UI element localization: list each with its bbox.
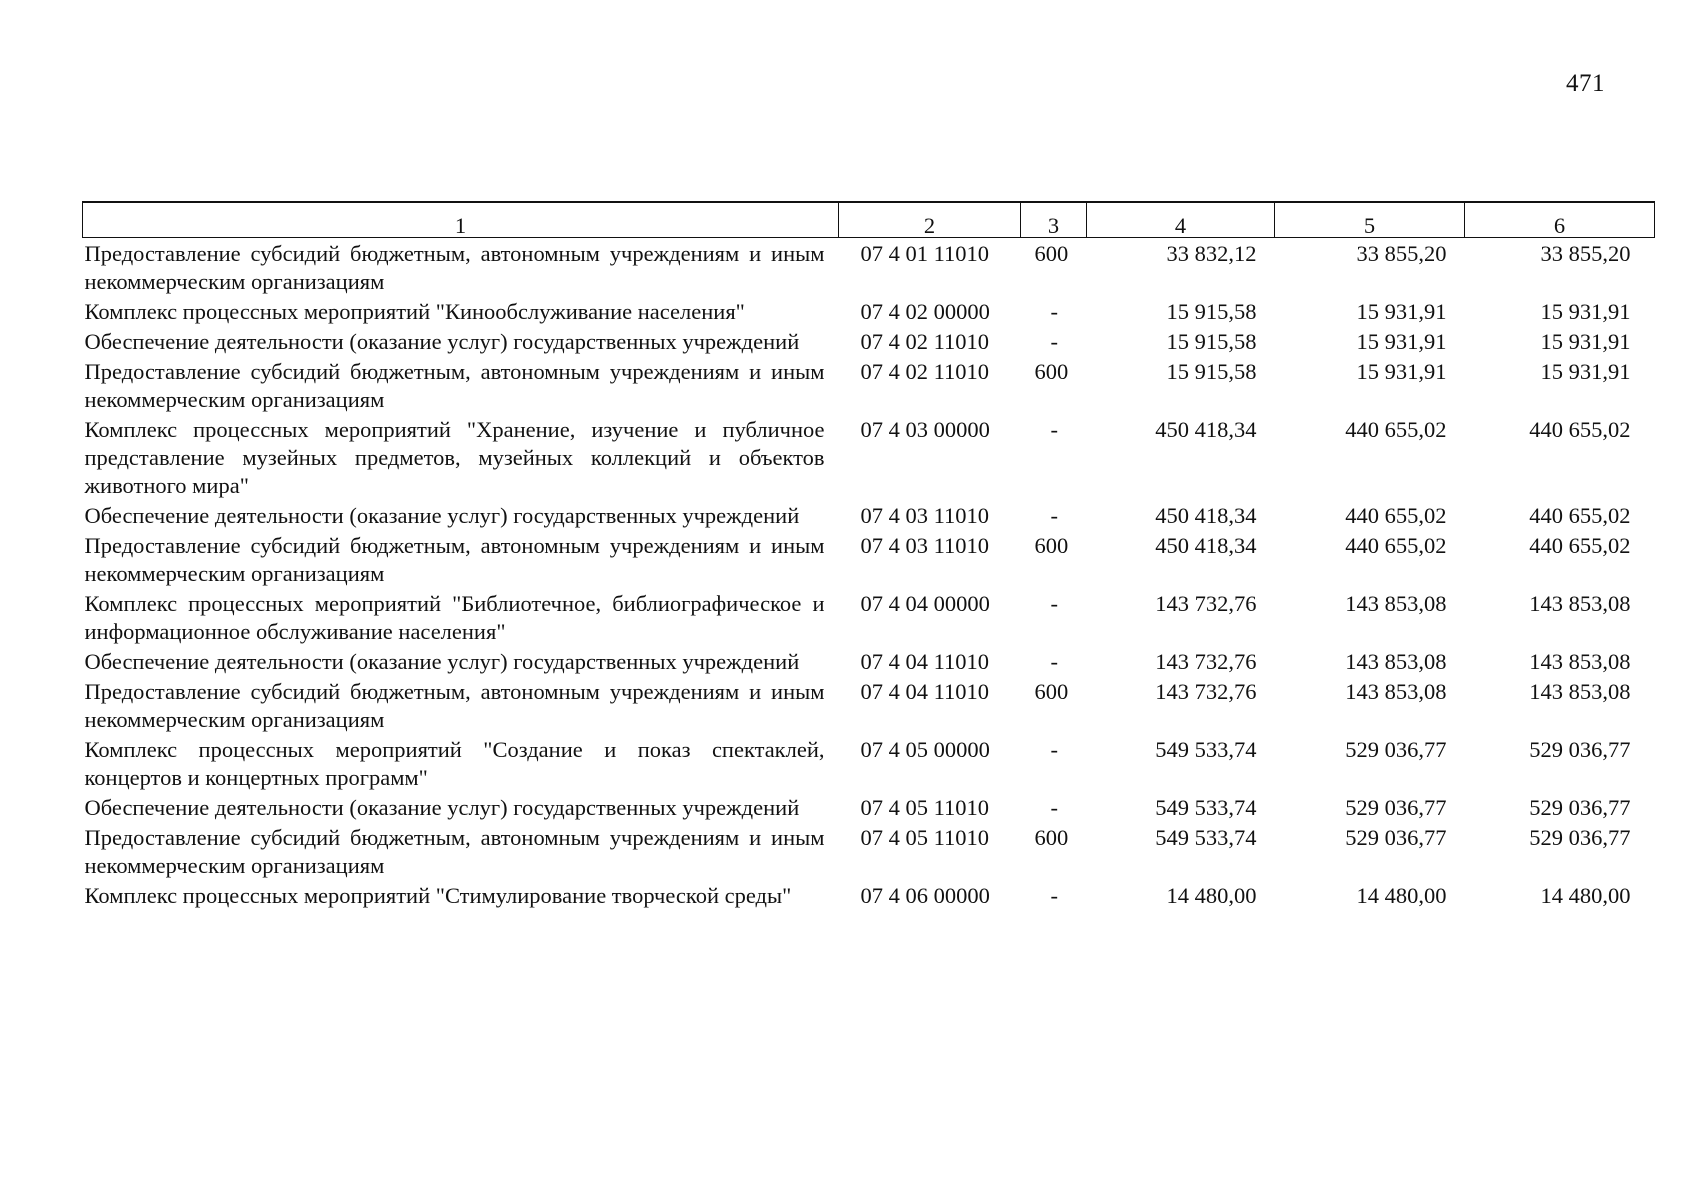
row-code: 07 4 03 00000 <box>860 417 990 442</box>
row-value-4: 549 533,74 <box>1155 795 1257 820</box>
row-code: 07 4 02 11010 <box>860 359 990 384</box>
table-row <box>83 530 1655 588</box>
row-name: Комплекс процессных мероприятий "Стимулирование творческой среды" <box>84 883 792 908</box>
row-value-5: 33 855,20 <box>1356 241 1447 266</box>
row-value-6: 440 655,02 <box>1529 503 1631 528</box>
table-row <box>83 734 1655 792</box>
row-value-5: 143 853,08 <box>1345 591 1447 616</box>
row-name: Предоставление субсидий бюджетным, автономным учреждениям и иным некоммерческим организациям <box>84 241 825 294</box>
row-expense-type: 600 <box>1034 825 1069 850</box>
row-name: Обеспечение деятельности (оказание услуг) государственных учреждений <box>84 503 800 528</box>
page-number: 471 <box>1566 70 1605 97</box>
row-value-4: 143 732,76 <box>1155 591 1257 616</box>
row-expense-type: - <box>1050 503 1058 528</box>
row-code: 07 4 05 00000 <box>860 737 990 762</box>
row-name: Обеспечение деятельности (оказание услуг) государственных учреждений <box>84 649 800 674</box>
row-code: 07 4 03 11010 <box>860 503 990 528</box>
column-header-5: 5 <box>1275 202 1465 238</box>
row-code: 07 4 04 00000 <box>860 591 990 616</box>
table-row <box>83 676 1655 734</box>
row-value-4: 450 418,34 <box>1155 503 1257 528</box>
row-value-4: 450 418,34 <box>1155 533 1257 558</box>
row-value-5: 529 036,77 <box>1345 795 1447 820</box>
row-expense-type: 600 <box>1034 359 1069 384</box>
row-value-4: 549 533,74 <box>1155 825 1257 850</box>
row-value-6: 33 855,20 <box>1540 241 1631 266</box>
row-value-4: 549 533,74 <box>1155 737 1257 762</box>
row-value-4: 15 915,58 <box>1166 329 1257 354</box>
row-code: 07 4 02 11010 <box>860 329 990 354</box>
row-value-5: 14 480,00 <box>1356 883 1447 908</box>
table-row <box>83 880 1655 910</box>
table-row <box>83 792 1655 822</box>
row-value-4: 14 480,00 <box>1166 883 1257 908</box>
table-body <box>83 238 1655 911</box>
row-value-4: 450 418,34 <box>1155 417 1257 442</box>
row-value-6: 529 036,77 <box>1529 737 1631 762</box>
row-code: 07 4 05 11010 <box>860 795 990 820</box>
row-code: 07 4 05 11010 <box>860 825 990 850</box>
row-value-5: 143 853,08 <box>1345 679 1447 704</box>
row-name: Предоставление субсидий бюджетным, автономным учреждениям и иным некоммерческим организациям <box>84 679 825 732</box>
row-value-4: 143 732,76 <box>1155 679 1257 704</box>
row-name: Комплекс процессных мероприятий "Создание и показ спектаклей, концертов и концертных программ" <box>84 737 825 790</box>
row-name: Комплекс процессных мероприятий "Кинообслуживание населения" <box>84 299 745 324</box>
row-expense-type: - <box>1050 649 1058 674</box>
row-value-5: 15 931,91 <box>1356 359 1447 384</box>
row-expense-type: 600 <box>1034 533 1069 558</box>
table-row <box>83 646 1655 676</box>
row-name: Комплекс процессных мероприятий "Хранение, изучение и публичное представление музейных предметов, музейных коллекций и объектов животного мира" <box>84 417 825 498</box>
row-value-6: 15 931,91 <box>1540 359 1631 384</box>
table-row <box>83 238 1655 297</box>
row-expense-type: - <box>1050 591 1058 616</box>
table-row <box>83 588 1655 646</box>
row-value-6: 143 853,08 <box>1529 591 1631 616</box>
table-row <box>83 296 1655 326</box>
row-expense-type: - <box>1050 329 1058 354</box>
row-value-6: 15 931,91 <box>1540 299 1631 324</box>
row-value-5: 440 655,02 <box>1345 503 1447 528</box>
row-value-4: 15 915,58 <box>1166 359 1257 384</box>
row-value-5: 440 655,02 <box>1345 533 1447 558</box>
row-name: Обеспечение деятельности (оказание услуг) государственных учреждений <box>84 329 800 354</box>
table-header <box>83 202 1655 238</box>
row-value-4: 143 732,76 <box>1155 649 1257 674</box>
row-value-4: 33 832,12 <box>1166 241 1257 266</box>
column-header-6: 6 <box>1465 202 1655 238</box>
row-expense-type: 600 <box>1034 679 1069 704</box>
row-code: 07 4 06 00000 <box>860 883 990 908</box>
row-value-6: 440 655,02 <box>1529 417 1631 442</box>
table-row <box>83 500 1655 530</box>
budget-table <box>82 201 1655 910</box>
row-code: 07 4 02 00000 <box>860 299 990 324</box>
row-expense-type: 600 <box>1034 241 1069 266</box>
table-row <box>83 414 1655 500</box>
row-value-6: 15 931,91 <box>1540 329 1631 354</box>
column-header-4: 4 <box>1087 202 1275 238</box>
row-code: 07 4 04 11010 <box>860 649 990 674</box>
header-row <box>83 202 1655 238</box>
row-name: Предоставление субсидий бюджетным, автономным учреждениям и иным некоммерческим организациям <box>84 359 825 412</box>
row-value-5: 15 931,91 <box>1356 299 1447 324</box>
row-value-6: 529 036,77 <box>1529 825 1631 850</box>
row-expense-type: - <box>1050 737 1058 762</box>
table-row <box>83 822 1655 880</box>
row-expense-type: - <box>1050 299 1058 324</box>
row-name: Комплекс процессных мероприятий "Библиотечное, библиографическое и информационное обслуживание населения" <box>84 591 825 644</box>
row-value-6: 440 655,02 <box>1529 533 1631 558</box>
row-expense-type: - <box>1050 417 1058 442</box>
row-expense-type: - <box>1050 883 1058 908</box>
row-value-4: 15 915,58 <box>1166 299 1257 324</box>
column-header-2: 2 <box>839 202 1021 238</box>
table-row <box>83 356 1655 414</box>
column-header-1: 1 <box>83 202 839 238</box>
row-name: Предоставление субсидий бюджетным, автономным учреждениям и иным некоммерческим организациям <box>84 825 825 878</box>
row-code: 07 4 03 11010 <box>860 533 990 558</box>
column-header-3: 3 <box>1021 202 1087 238</box>
row-value-5: 529 036,77 <box>1345 737 1447 762</box>
row-name: Обеспечение деятельности (оказание услуг) государственных учреждений <box>84 795 800 820</box>
row-name: Предоставление субсидий бюджетным, автономным учреждениям и иным некоммерческим организациям <box>84 533 825 586</box>
row-value-5: 143 853,08 <box>1345 649 1447 674</box>
row-value-6: 529 036,77 <box>1529 795 1631 820</box>
table-row <box>83 326 1655 356</box>
row-value-6: 143 853,08 <box>1529 649 1631 674</box>
row-value-5: 440 655,02 <box>1345 417 1447 442</box>
row-code: 07 4 01 11010 <box>860 241 990 266</box>
row-expense-type: - <box>1050 795 1058 820</box>
row-value-5: 15 931,91 <box>1356 329 1447 354</box>
row-code: 07 4 04 11010 <box>860 679 990 704</box>
row-value-6: 14 480,00 <box>1540 883 1631 908</box>
row-value-5: 529 036,77 <box>1345 825 1447 850</box>
row-value-6: 143 853,08 <box>1529 679 1631 704</box>
